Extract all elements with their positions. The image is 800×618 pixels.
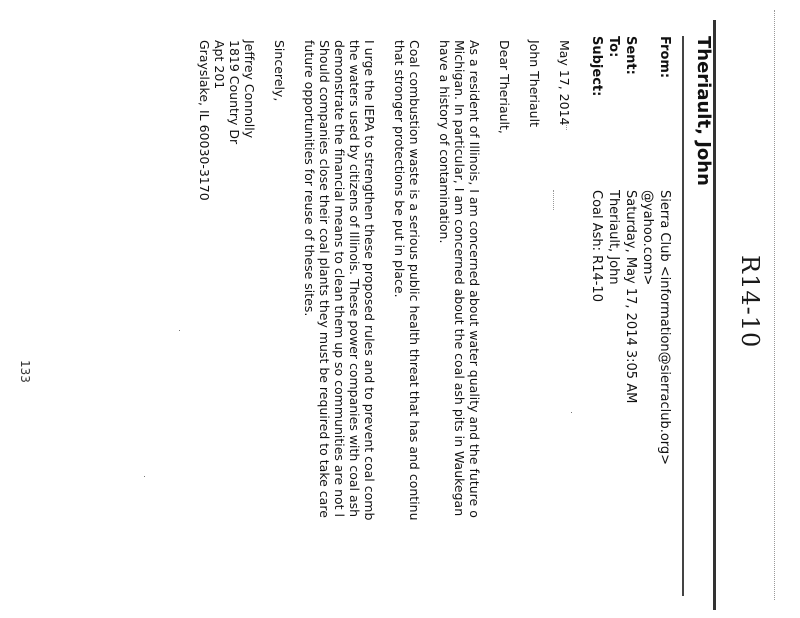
header-value-from: Sierra Club <information@sierraclub.org> xyxy=(657,190,672,466)
paragraph-3-line-1: I urge the IEPA to strengthen these proposed rules and to prevent coal comb xyxy=(362,40,377,521)
address-city: Grayslake, IL 60030-3170 xyxy=(197,40,212,201)
header-value-sent: Saturday, May 17, 2014 3:05 AM xyxy=(623,190,638,404)
paragraph-1-line-1: As a resident of Illinois, I am concerned about water quality and the future o xyxy=(467,40,482,518)
paragraph-3-line-4: Should companies close their coal plants they must be required to take care xyxy=(317,40,332,518)
header-value-email: @yahoo.com> xyxy=(640,190,655,286)
scan-speck xyxy=(571,412,572,413)
scan-speck xyxy=(179,330,180,331)
header-value-to: Theriault, John xyxy=(606,190,621,285)
paragraph-1-line-3: have a history of contamination. xyxy=(437,40,452,244)
address-unit: Apt 201 xyxy=(212,40,227,90)
scan-edge-artifact xyxy=(774,10,775,600)
scan-speck xyxy=(144,476,145,477)
signature-name: Jeffrey Connolly xyxy=(242,40,257,139)
scan-speck-line xyxy=(553,190,554,210)
page-number: 133 xyxy=(18,360,32,383)
letter-closing: Sincerely, xyxy=(272,40,287,102)
address-street: 1819 Country Dr xyxy=(227,40,242,145)
name-underline xyxy=(682,36,684,596)
paragraph-2-line-2: that stronger protections be put in place. xyxy=(392,40,407,298)
paragraph-1-line-2: Michigan. In particular, I am concerned about the coal ash pits in Waukegan xyxy=(452,40,467,517)
header-label-subject: Subject: xyxy=(589,36,604,97)
header-label-sent: Sent: xyxy=(623,36,638,75)
header-label-from: From: xyxy=(657,36,672,79)
paragraph-3-line-5: future opportunities for reuse of these sites. xyxy=(302,40,317,317)
letter-recipient: John Theriault xyxy=(527,40,542,127)
letter-date: May 17, 2014 xyxy=(557,40,572,126)
letter-salutation: Dear Theriault, xyxy=(497,40,512,134)
header-label-to: To: xyxy=(606,36,621,58)
scan-speck-line xyxy=(566,120,567,130)
from-name: Theriault, John xyxy=(693,36,714,186)
document-id: R14-10 xyxy=(736,255,764,349)
paragraph-2-line-1: Coal combustion waste is a serious public health threat that has and continu xyxy=(407,40,422,521)
header-value-subject: Coal Ash: R14-10 xyxy=(589,190,604,302)
paragraph-3-line-3: demonstrate the financial means to clean them up so communities are not l xyxy=(332,40,347,517)
paragraph-3-line-2: the waters used by citizens of Illinois. These power companies with coal ash xyxy=(347,40,362,518)
